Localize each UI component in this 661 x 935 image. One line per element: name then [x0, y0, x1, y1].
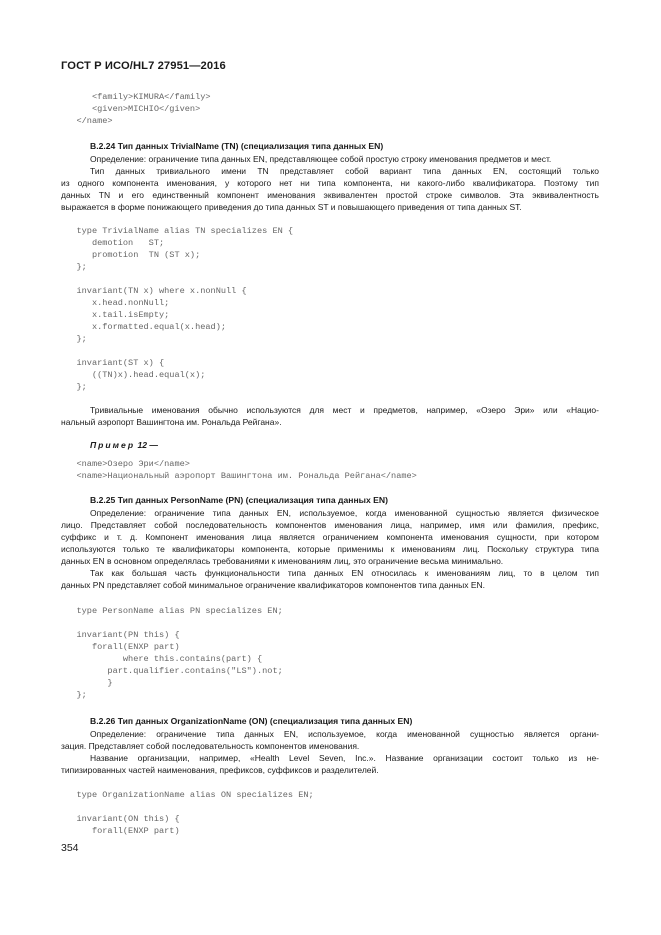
- section-b224-definition: [61, 153, 599, 213]
- example-word: Пример: [90, 440, 136, 450]
- text-line: Тип данных тривиального имени TN представляет собой вариант типа данных EN, состоящий только: [90, 166, 599, 176]
- code-block-organizationname: type OrganizationName alias ON specializes EN; invariant(ON this) { forall(ENXP part): [76, 790, 314, 836]
- text-line: нальный аэропорт Вашингтона им. Рональда Рейгана».: [61, 417, 282, 427]
- text-line: данных TN и его единственный компонент именования эквивалентен простой строке символов. Эта эквивалентность: [61, 190, 599, 200]
- text-line: Так как большая часть функциональности типа данных EN относилась к именованиям лиц, то в целом тип: [90, 568, 599, 578]
- example-number: 12 —: [137, 440, 159, 450]
- text-line: данных EN в основном определялась требованиями к именованиям лиц, это ограничение весьма минимально.: [61, 556, 504, 566]
- text-line: выражается в форме понижающего приведения до типа данных ST и повышающего приведения от типа данных ST.: [61, 202, 522, 212]
- code-block-example-names: <name>Озеро Эри</name> <name>Национальный аэропорт Вашингтона им. Рональда Рейгана</name>: [76, 459, 417, 481]
- text-line: используются только те квалификаторы компонента, которые применимы к именованиям лиц. Поскольку структура типа: [61, 544, 599, 554]
- text-line: Определение: ограничение типа данных EN, используемое, когда именованной сущностью является физическое: [90, 508, 599, 518]
- document-header: ГОСТ Р ИСО/HL7 27951—2016: [61, 60, 226, 72]
- text-line: суффикс и т. д. Компонент именования лица является ограничением компонента именования сущности, при котором: [61, 532, 599, 542]
- text-line: из одного компонента именования, у которого нет ни типа компонента, ни какого-либо квалификатора. Поэтому тип: [61, 178, 599, 188]
- section-heading-b224: B.2.24 Тип данных TrivialName (TN) (специализация типа данных EN): [90, 141, 384, 151]
- text-line: Определение: ограничение типа данных EN, используемое, когда именованной сущностью является органи-: [90, 729, 599, 739]
- page-number: 354: [61, 842, 79, 854]
- section-b224-usage: [61, 404, 599, 428]
- section-heading-b225: B.2.25 Тип данных PersonName (PN) (специализация типа данных EN): [90, 495, 388, 505]
- code-block-personname: type PersonName alias PN specializes EN; invariant(PN this) { forall(ENXP part) where this.contains(part) { part.qualifier.contains("LS").not; } };: [76, 606, 283, 700]
- section-b226-definition: [61, 728, 599, 776]
- text-line: типизированных частей наименования, префиксов, суффиксов и разделителей.: [61, 765, 379, 775]
- section-b225-definition: [61, 507, 599, 591]
- text-line: Тривиальные именования обычно используются для мест и предметов, например, «Озеро Эри» или «Нацио-: [90, 405, 599, 415]
- text-line: Название организации, например, «Health Level Seven, Inc.». Название организации состоит только из не-: [90, 753, 599, 763]
- text-line: лицо. Представляет собой последовательность компонентов именования лица, например, имя или фамилия, префикс,: [61, 520, 599, 530]
- code-block-xml-name: <family>KIMURA</family> <given>MICHIO</given> </name>: [76, 92, 211, 126]
- section-heading-b226: B.2.26 Тип данных OrganizationName (ON) (специализация типа данных EN): [90, 716, 413, 726]
- example-label: [90, 440, 158, 450]
- code-block-trivialname: type TrivialName alias TN specializes EN { demotion ST; promotion TN (ST x); }; invariant(TN x) where x.nonNull { x.head.nonNull; x.tail.isEmpty; x.formatted.equal(x.head); }; invariant(ST x) { ((TN)x).head.equal(x); };: [76, 226, 294, 392]
- text-line: Определение: ограничение типа данных EN, представляющее собой простую строку именования предметов и мест.: [90, 154, 552, 164]
- text-line: данных PN представляет собой минимальное ограничение квалификаторов компонентов типа данных EN.: [61, 580, 485, 590]
- text-line: зация. Представляет собой последовательность компонентов именования.: [61, 741, 360, 751]
